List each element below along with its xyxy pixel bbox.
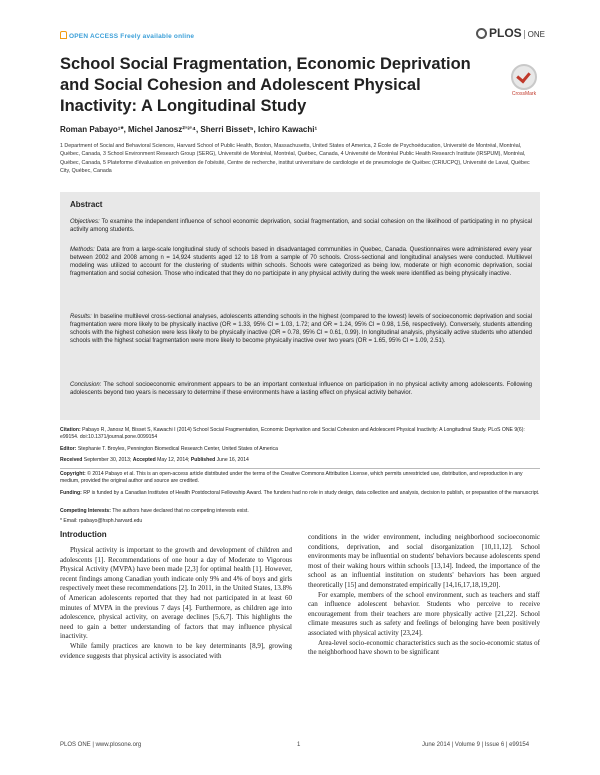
accepted-date: May 12, 2014; bbox=[155, 457, 191, 463]
received-date: September 30, 2013; bbox=[82, 457, 133, 463]
crossmark-label: CrossMark bbox=[511, 91, 537, 97]
methods-text: Data are from a large-scale longitudinal study of schools based in disadvantaged communities in Quebec, Canada. Questionnaires were administered every year between 2002 and 2008 among n = 14,924 students aged 12 to 18 from a sample of 70 schools. Cross-sectional and longitudinal analyses were conducted. Multilevel modeling was utilized to account for the clustering of students within schools. Schools were categorized as being low, moderate or high economic deprivation, social fragmentation and social cohesion. Those who indicated that they do no participate in any physical activity during the week were identified as being physically inactive. bbox=[70, 247, 532, 278]
intro-paragraph: Area-level socio-economic characteristics such as the socio-economic status of the neighborhood have shown to be significant bbox=[308, 638, 540, 657]
dates bbox=[60, 457, 540, 464]
abstract-conclusion bbox=[70, 381, 532, 397]
right-column bbox=[308, 533, 540, 658]
editor bbox=[60, 446, 540, 453]
affiliations: 1 Department of Social and Behavioral Sciences, Harvard School of Public Health, Boston, Massachusetts, United States of America, 2 École de Psychoéducation, Université de Montréal, Montréal, Québec, Canada, 3 School Environment Research Group (SERG), Université de Montréal, Montréal, Québec, Canada, 4 Université de Montréal Public Health Research Institute (IRSPUM), Montréal, Québec, Canada, 5 Plateforme d'évaluation en prévention de l'obésité, Centre de recherche, institut universitaire de cardiologie et de pneumologie de Québec (CRIUCPQ), Université de Laval, Québec City, Québec, Canada bbox=[60, 143, 530, 174]
copyright-text: © 2014 Pabayo et al. This is an open-access article distributed under the terms of the Creative Commons Attribution License, which permits unrestricted use, distribution, and reproduction in any medium, provided the original author and source are credited. bbox=[60, 471, 523, 485]
results-text: In baseline multilevel cross-sectional analyses, adolescents attending schools in the highest (compared to the lowest) levels of socioeconomic deprivation and social fragmentation were more likely to be physically inactive (OR = 1.33, 95% CI = 1.03, 1.72; and OR = 1.24, 95% CI = 0.98, 1.56, respectively). Conversely, students attending schools with the highest cohesion were less likely to be physically inactive (OR = 0.78, 95% CI = 0.61, 0.99). In longitudinal analysis, physically active students who attended schools with the highest social fragmentation were more likely to become physically inactive over two years (OR = 1.65, 95% CI = 1.09, 2.51). bbox=[70, 314, 532, 345]
results-label: Results: bbox=[70, 314, 92, 320]
published-label: Published bbox=[190, 457, 216, 463]
citation-text: Pabayo R, Janosz M, Bisset S, Kawachi I (2014) School Social Fragmentation, Economic Deprivation and Social Cohesion and Adolescent Physical Inactivity: A Longitudinal Study. PLoS ONE 9(6): e99154. doi:10.1371/journal.pone.0099154 bbox=[60, 427, 525, 441]
page-number: 1 bbox=[297, 742, 301, 748]
intro-paragraph: conditions in the wider environment, including neighborhood socioeconomic conditions, deprivation, and social disorganization [10,11,12]. School environments may be influential on students' behaviors because adolescents spend most of their waking hours within schools [13,14]. Indeed, the importance of the school as an influential institution on students' behaviors has been argued theoretically [15] and demonstrated empirically [14,16,17,18,19,20]. bbox=[308, 533, 540, 589]
divider bbox=[60, 468, 540, 469]
journal-name: PLOS bbox=[489, 26, 522, 40]
left-column bbox=[60, 546, 292, 661]
editor-text: Stephanie T. Broyles, Pennington Biomedical Research Center, United States of America bbox=[76, 446, 278, 452]
objectives-text: To examine the independent influence of school economic deprivation, social fragmentation, and social cohesion on the likelihood of participating in no physical activity among students. bbox=[70, 219, 532, 234]
copyright bbox=[60, 471, 540, 486]
introduction-heading: Introduction bbox=[60, 530, 107, 539]
journal-logo bbox=[476, 26, 545, 40]
conclusion-label: Conclusion: bbox=[70, 382, 102, 388]
conclusion-text: The school socioeconomic environment appears to be an important contextual influence on participation in no physical activity among adolescents. Following adolescents beyond two years is necessary to determine if these environments have a lasting effect on physical activity behavior. bbox=[70, 382, 532, 397]
abstract-objectives bbox=[70, 218, 532, 234]
intro-paragraph: For example, members of the school environment, such as teachers and staff can influence adolescent behavior. Students who perceive to receive encouragement from their teachers are more physically active [21,22]. School climate measures such as safety and feelings of belonging have been positively associated with physical activity [23,24]. bbox=[308, 590, 540, 637]
competing-text: The authors have declared that no competing interests exist. bbox=[110, 508, 249, 514]
citation-label: Citation: bbox=[60, 427, 81, 433]
objectives-label: Objectives: bbox=[70, 219, 100, 225]
accepted-label: Accepted bbox=[132, 457, 156, 463]
footer-journal-url[interactable]: PLOS ONE | www.plosone.org bbox=[60, 742, 142, 748]
abstract-results bbox=[70, 313, 532, 345]
competing-label: Competing Interests: bbox=[60, 508, 111, 514]
funding bbox=[60, 490, 540, 497]
funding-label: Funding: bbox=[60, 490, 82, 496]
journal-suffix: ONE bbox=[524, 30, 545, 39]
methods-label: Methods: bbox=[70, 247, 95, 253]
abstract-methods bbox=[70, 246, 532, 278]
footer-issue-info: June 2014 | Volume 9 | Issue 6 | e99154 bbox=[422, 742, 530, 748]
open-access-banner bbox=[60, 31, 194, 40]
corresponding-email: * Email: rpabayo@hsph.harvard.edu bbox=[60, 518, 143, 524]
citation bbox=[60, 427, 540, 442]
open-access-label: OPEN ACCESS Freely available online bbox=[69, 33, 195, 40]
intro-paragraph: While family practices are known to be key determinants [8,9], growing evidence suggests that physical activity is associated with bbox=[60, 641, 292, 660]
funding-text: RP is funded by a Canadian Institutes of Health Postdoctoral Fellowship Award. The funders had no role in study design, data collection and analysis, decision to publish, or preparation of the manuscript. bbox=[81, 490, 540, 496]
article-title: School Social Fragmentation, Economic Deprivation and Social Cohesion and Adolescent Physical Inactivity: A Longitudinal Study bbox=[60, 55, 471, 115]
editor-label: Editor: bbox=[60, 446, 77, 452]
plos-logo-icon bbox=[476, 28, 487, 39]
author-list: Roman Pabayo¹*, Michel Janosz²ʼ³ʼ⁴, Sherri Bisset⁵, Ichiro Kawachi¹ bbox=[60, 125, 318, 134]
published-date: June 16, 2014 bbox=[215, 457, 249, 463]
received-label: Received bbox=[60, 457, 83, 463]
abstract-heading: Abstract bbox=[70, 200, 103, 209]
copyright-label: Copyright: bbox=[60, 471, 86, 477]
intro-paragraph: Physical activity is important to the growth and development of children and adolescents [1]. Recommendations of one hour a day of Moderate to Vigorous Physical Activity (MVPA) have been made [2,3] for optimal health [1]. However, recent findings among Canadian youth indicate only 9% and 4% of boys and girls respectively meet these recommendations [2]. In 2011, in the United States, 13.8% of American adolescents reported that they had not participated in at least 60 minutes of MVPA in the previous 7 days [4]. Furthermore, as children age into adolescence, physical activity, on average declines [5,6,7]. This highlights the need to gain a better understanding of factors that may influence physical inactivity. bbox=[60, 546, 292, 641]
competing-interests bbox=[60, 508, 540, 515]
crossmark-badge[interactable] bbox=[509, 64, 539, 97]
open-lock-icon bbox=[60, 31, 67, 39]
crossmark-icon bbox=[511, 64, 537, 90]
